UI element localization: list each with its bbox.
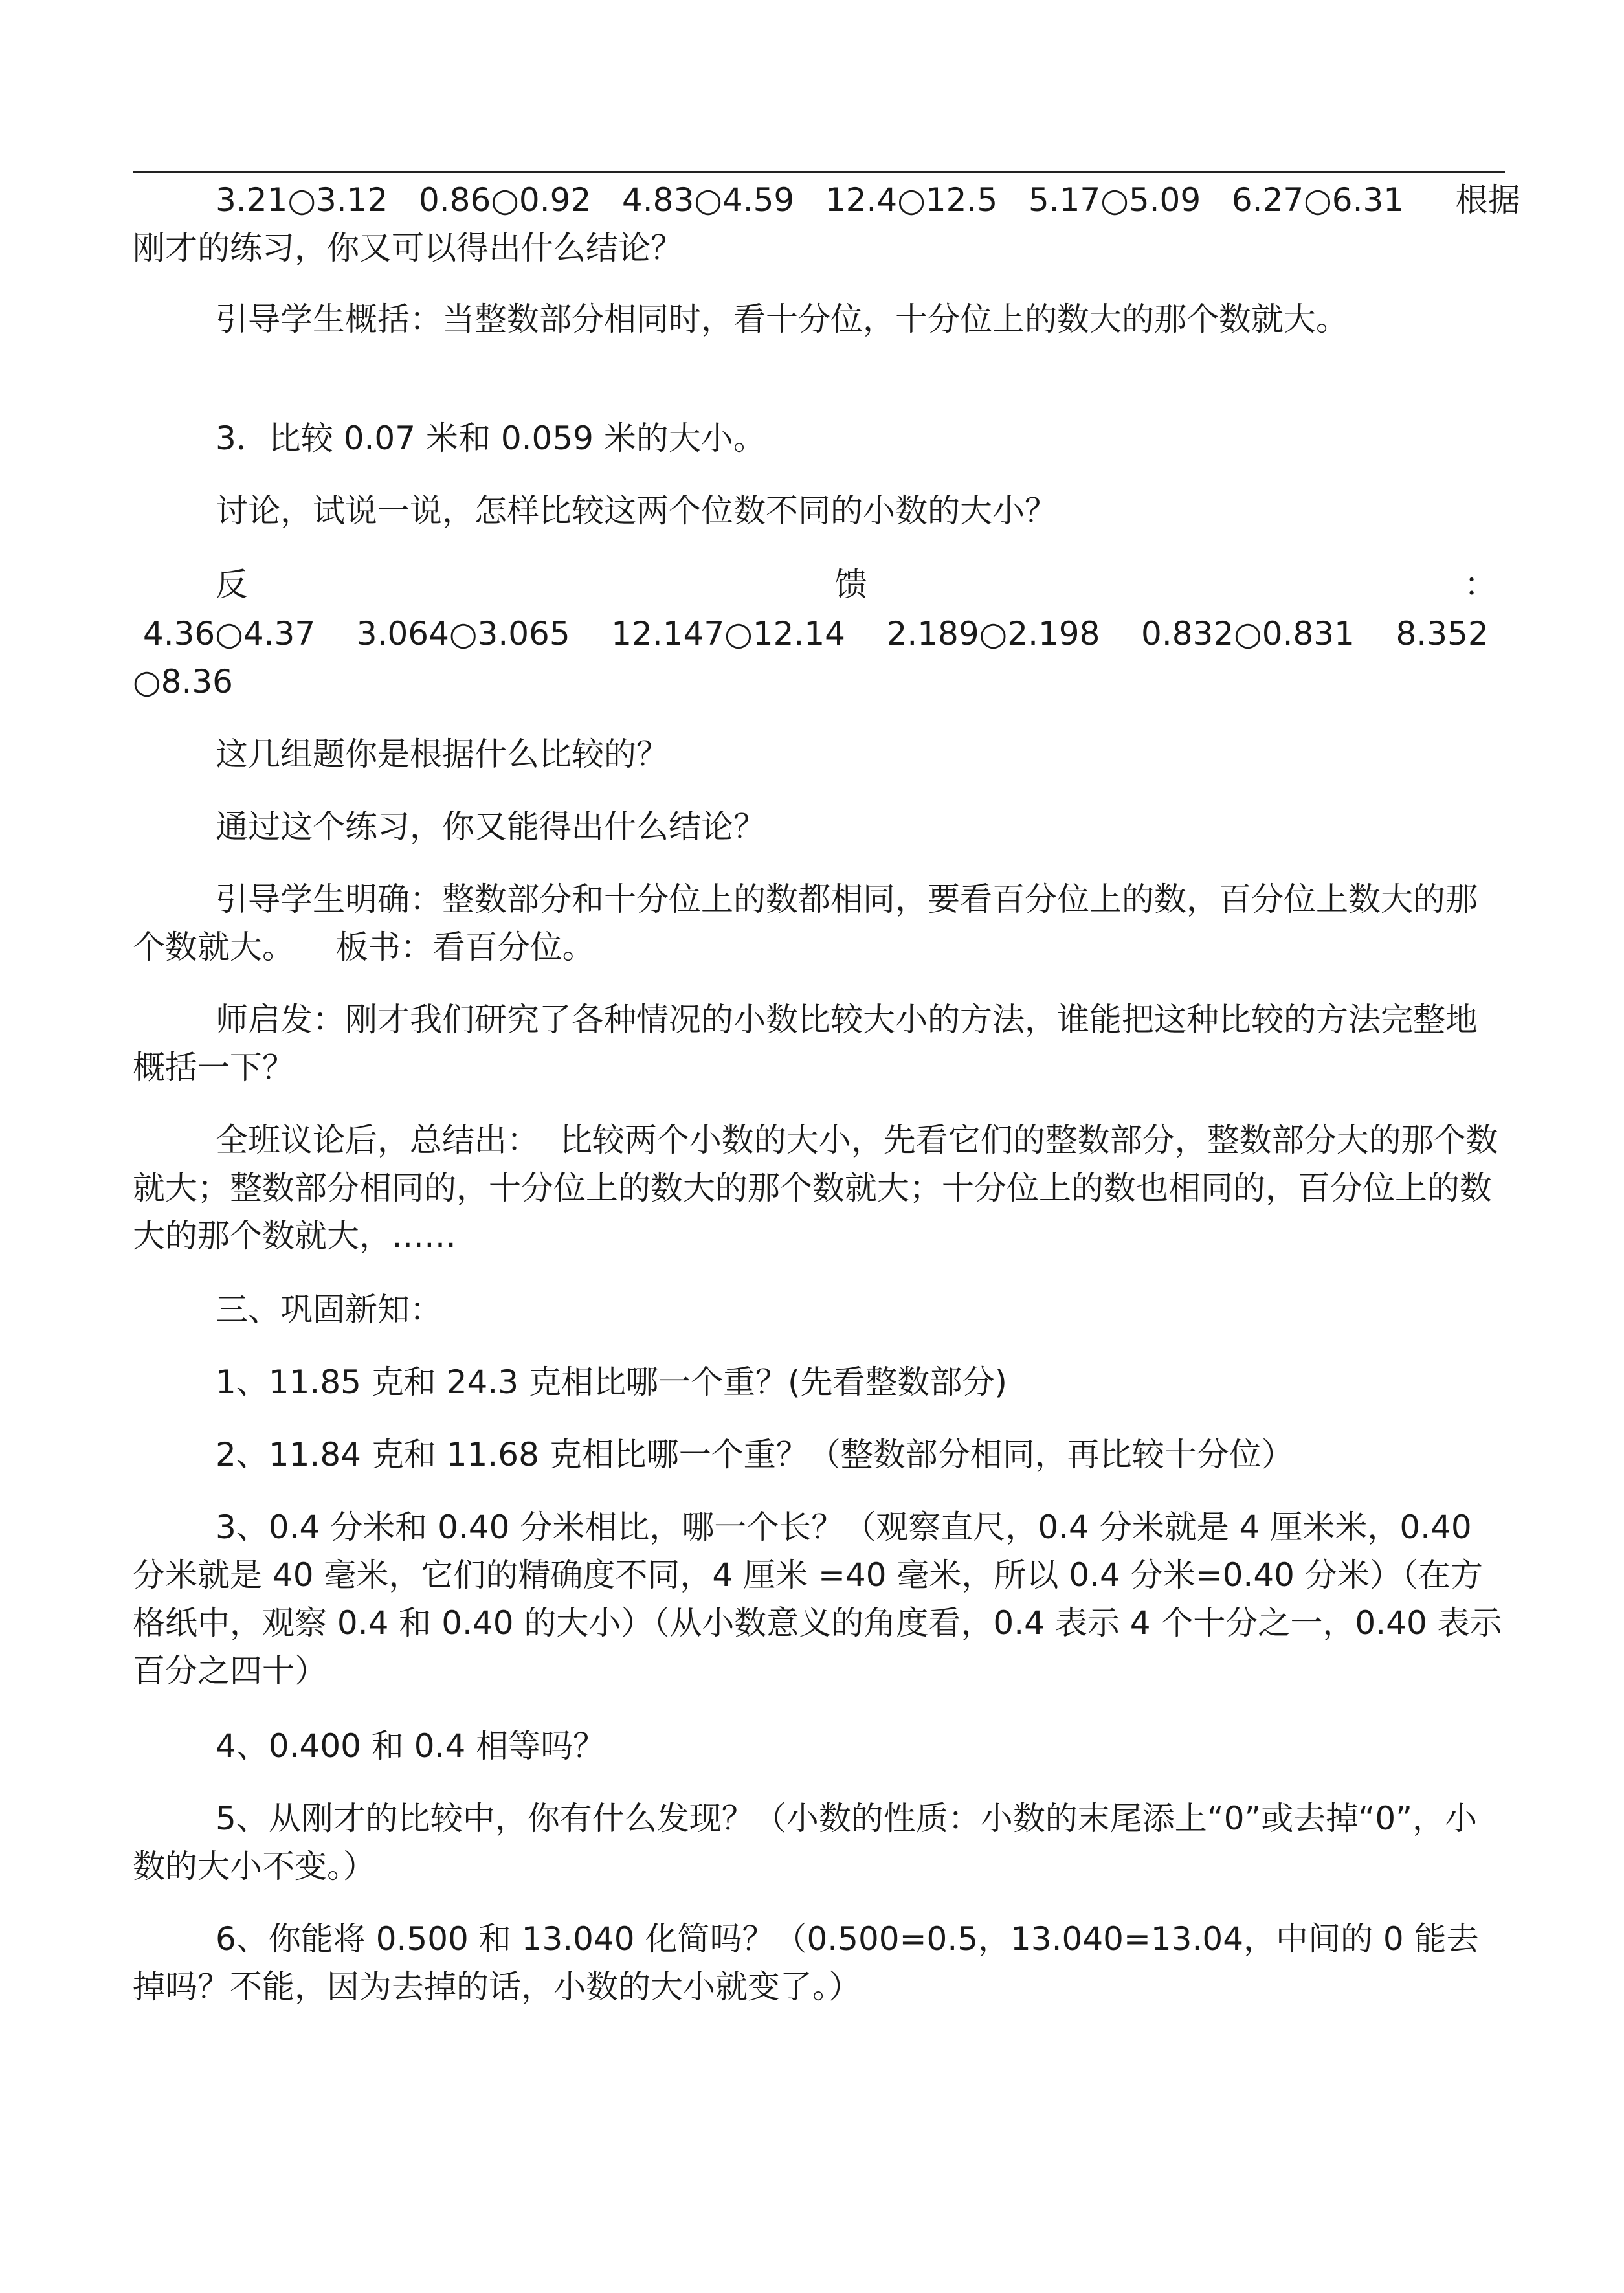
item-2: 2、11.84 克和 11.68 克相比哪一个重？（整数部分相同，再比较十分位）: [216, 1436, 1294, 1473]
feedback-char-2: 馈: [835, 566, 867, 603]
paragraph-summary: 全班议论后，总结出： 比较两个小数的大小，先看它们的整数部分，整数部分大的那个数就大；整数部分相同的，十分位上的数大的那个数就大；十分位上的数也相同的，百分位上的数大的那个数就大，……: [133, 1121, 1498, 1255]
paragraph-conclude: 通过这个练习，你又能得出什么结论？: [216, 808, 766, 845]
header-rule: [133, 171, 1505, 173]
feedback-colon: ：: [1464, 566, 1496, 603]
section-3-heading: 三、巩固新知：: [216, 1291, 442, 1328]
paragraph-discuss: 讨论，试说一说，怎样比较这两个位数不同的小数的大小？: [216, 492, 1057, 530]
item-6: 6、你能将 0.500 和 13.040 化简吗？（0.500=0.5，13.040=13.04，中间的 0 能去掉吗？不能，因为去掉的话，小数的大小就变了。）: [133, 1920, 1479, 2006]
paragraph-guide-1: 引导学生概括：当整数部分相同时，看十分位，十分位上的数大的那个数就大。: [216, 300, 1348, 338]
paragraph-question-3: 3．比较 0.07 米和 0.059 米的大小。: [216, 419, 766, 457]
paragraph-basis: 这几组题你是根据什么比较的？: [216, 735, 669, 773]
item-5: 5、从刚才的比较中，你有什么发现？（小数的性质：小数的末尾添上“0”或去掉“0”，小数的大小不变。）: [133, 1800, 1478, 1885]
item-1: 1、11.85 克和 24.3 克相比哪一个重？(先看整数部分): [216, 1363, 1007, 1401]
exercise-line-1: 4.36○4.37 3.064○3.065 12.147○12.14 2.189○2.198 0.832○0.831 8.352: [133, 615, 1489, 653]
item-3: 3、0.4 分米和 0.40 分米相比，哪一个长？（观察直尺，0.4 分米就是 4 厘米米，0.40 分米就是 40 毫米，它们的精确度不同，4 厘米 =40 毫米，所以 0.4 分米=0.40 分米）（在方格纸中，观察 0.4 和 0.40 的大小）（从小数意义的角度看，0.4 表示 4 个十分之一，0.40 表示百分之四十）: [133, 1508, 1502, 1690]
compare-line-2: 刚才的练习，你又可以得出什么结论？: [133, 229, 683, 267]
feedback-char-1: 反: [216, 566, 248, 603]
paragraph-guide-2: 引导学生明确：整数部分和十分位上的数都相同，要看百分位上的数，百分位上数大的那个数就大。 板书：看百分位。: [133, 880, 1478, 966]
exercise-line-2: ○8.36: [133, 663, 233, 700]
compare-line-1: 3.21○3.12 0.86○0.92 4.83○4.59 12.4○12.5 5.17○5.09 6.27○6.31 根据: [216, 181, 1520, 219]
paragraph-teacher: 师启发：刚才我们研究了各种情况的小数比较大小的方法，谁能把这种比较的方法完整地概括一下？: [133, 1001, 1478, 1086]
item-4: 4、0.400 和 0.4 相等吗？: [216, 1727, 606, 1765]
